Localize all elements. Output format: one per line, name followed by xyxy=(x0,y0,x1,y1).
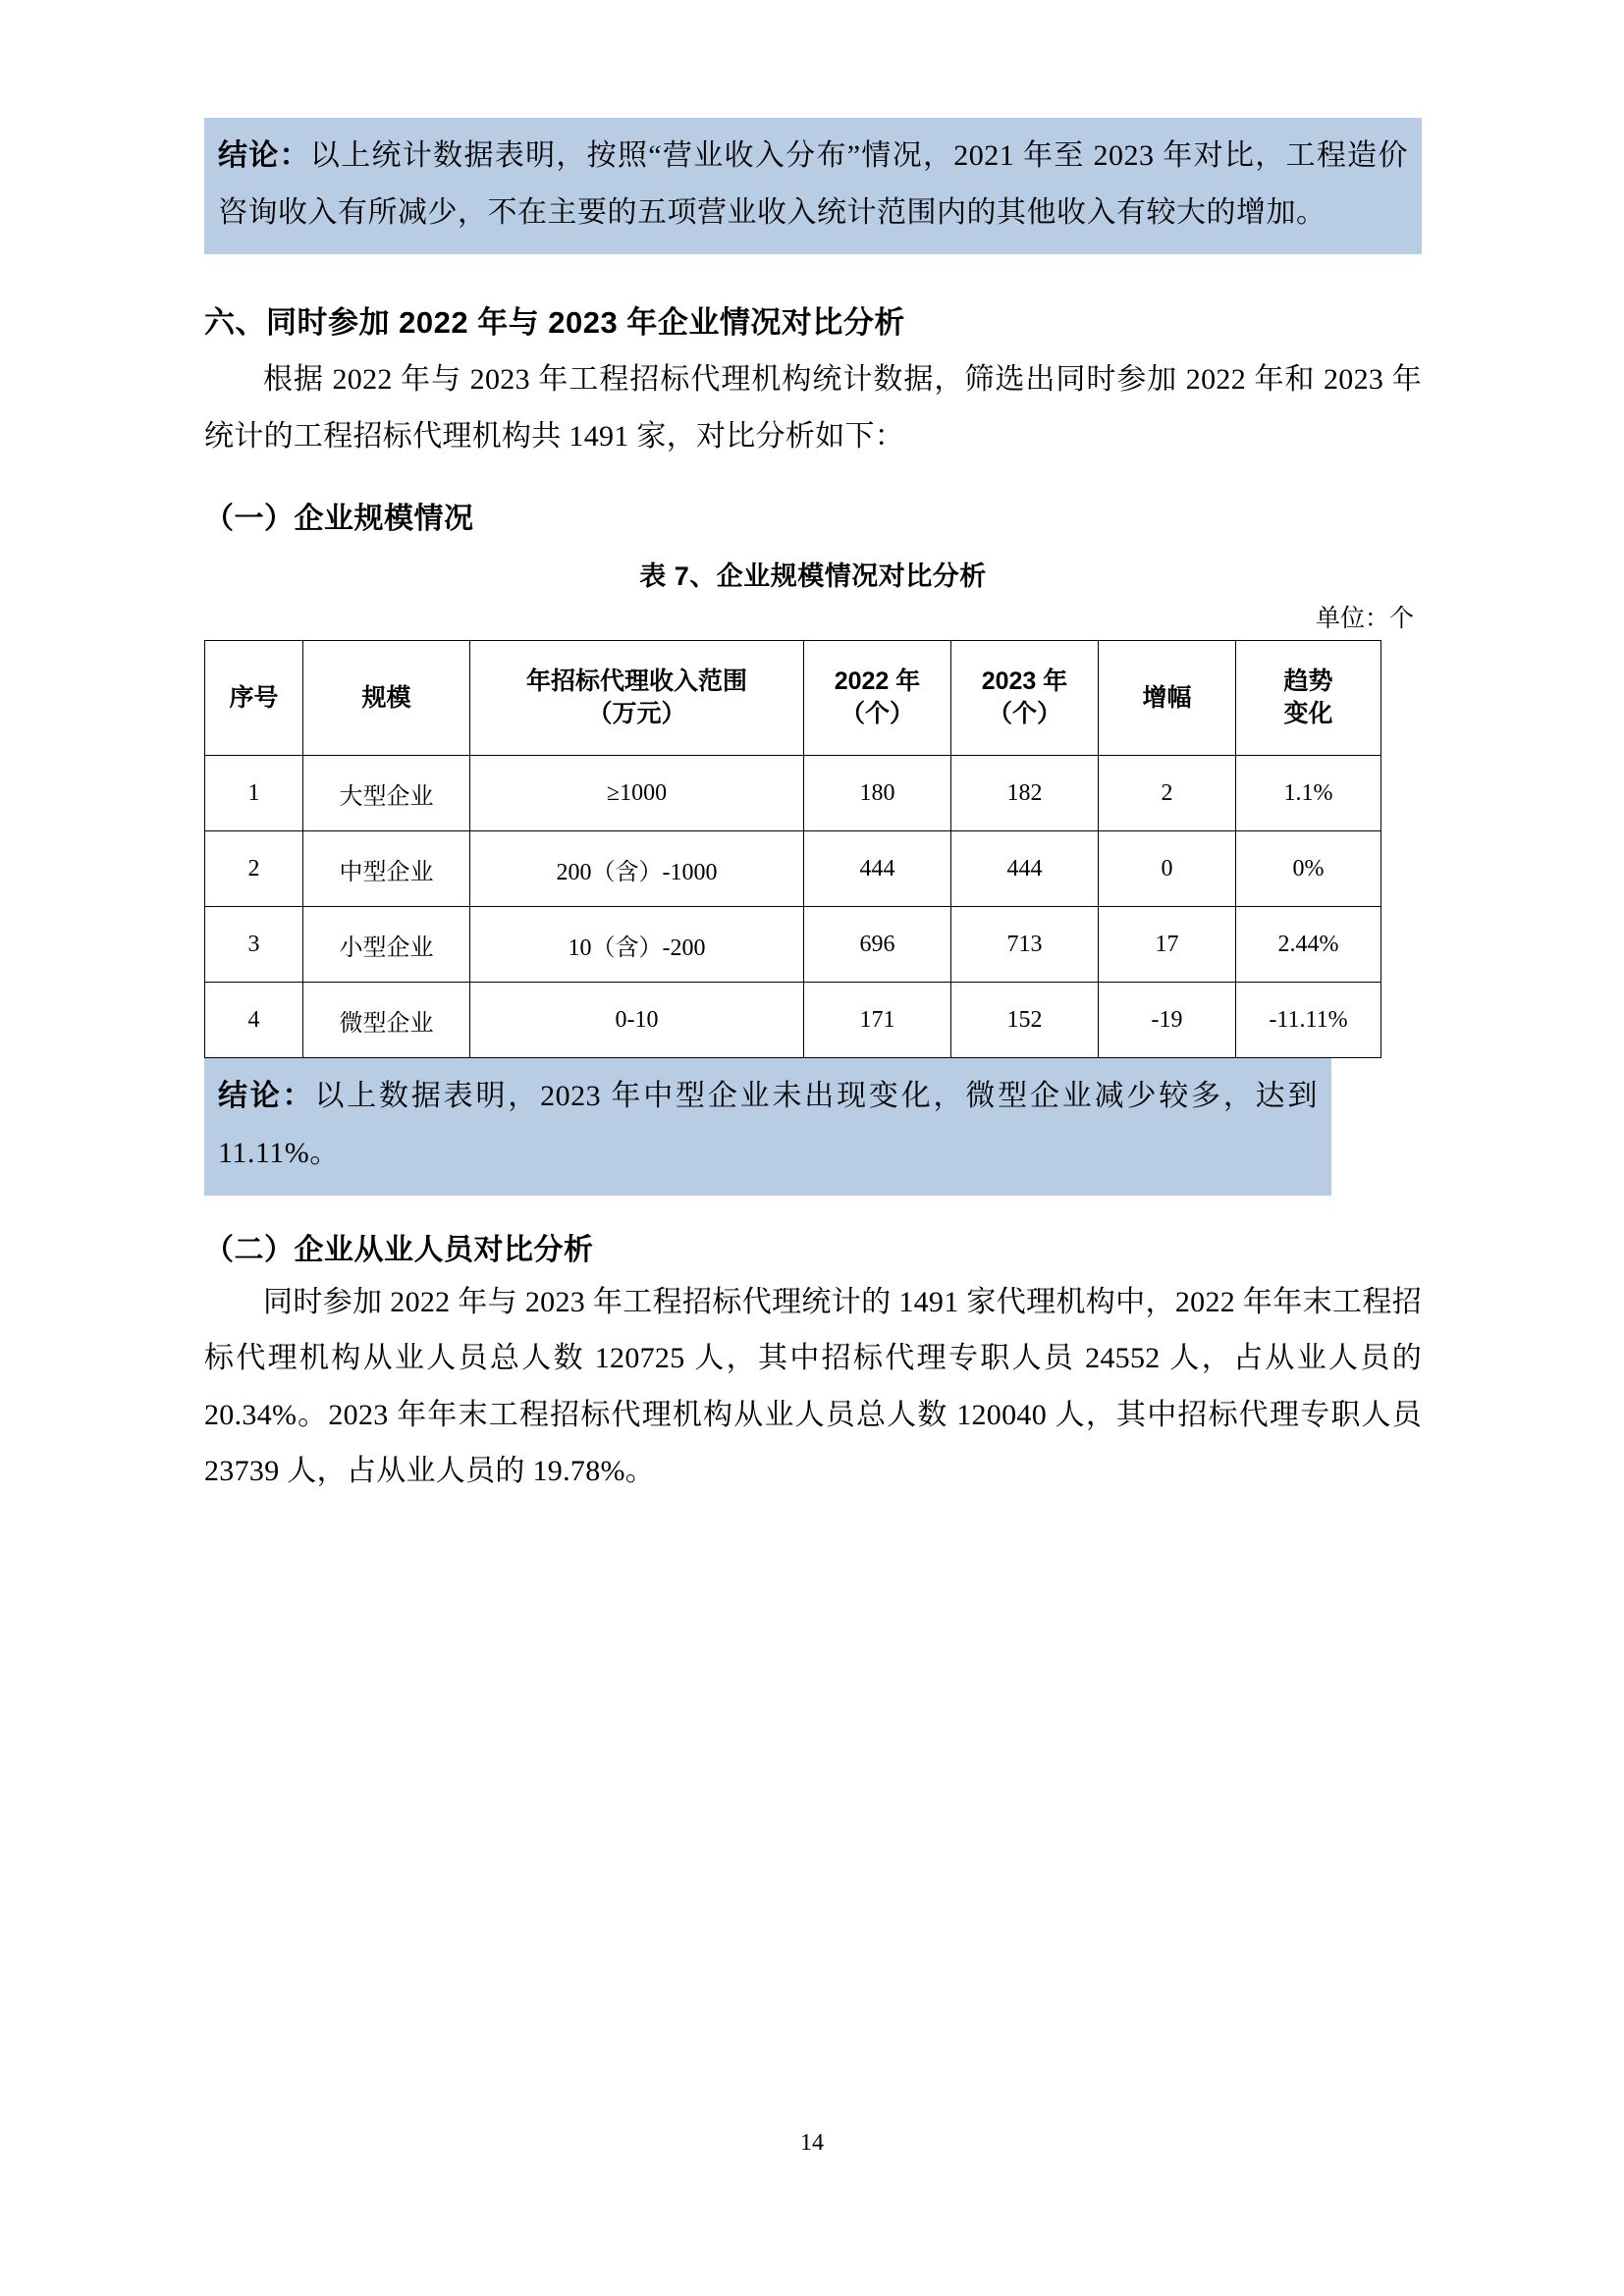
col-header-range-line2: （万元） xyxy=(587,700,686,728)
cell-trend: 0% xyxy=(1236,831,1381,907)
conclusion-text: 以上数据表明，2023 年中型企业未出现变化，微型企业减少较多，达到 11.11%。 xyxy=(218,1080,1318,1169)
conclusion-label: 结论： xyxy=(218,1080,315,1113)
col-header-2023-line1: 2023 年 xyxy=(981,667,1068,695)
enterprise-scale-table xyxy=(204,640,1381,1058)
cell-no: 2 xyxy=(205,831,303,907)
conclusion-text: 以上统计数据表明，按照“营业收入分布”情况，2021 年至 2023 年对比，工程造价咨询收入有所减少，不在主要的五项营业收入统计范围内的其他收入有较大的增加。 xyxy=(218,139,1408,229)
table-row xyxy=(205,831,1381,907)
cell-2022: 444 xyxy=(804,831,951,907)
cell-scale: 小型企业 xyxy=(303,907,470,983)
subsection-2-paragraph: 同时参加 2022 年与 2023 年工程招标代理统计的 1491 家代理机构中，2022 年年末工程招标代理机构从业人员总人数 120725 人，其中招标代理专职人员 24552 人，占从业人员的 20.34%。2023 年年末工程招标代理机构从业人员总人数 120040 人，其中招标代理专职人员 23739 人，占从业人员的 19.78%。 xyxy=(204,1285,1422,1488)
cell-2023: 152 xyxy=(951,983,1099,1058)
table-row xyxy=(205,756,1381,831)
cell-scale: 大型企业 xyxy=(303,756,470,831)
table-unit-label: 单位：个 xyxy=(1315,605,1414,633)
cell-trend: 2.44% xyxy=(1236,907,1381,983)
col-header-range xyxy=(470,641,804,756)
conclusion-block-table xyxy=(204,1058,1331,1195)
col-header-trend xyxy=(1236,641,1381,756)
table-row xyxy=(205,983,1381,1058)
col-header-2022-line1: 2022 年 xyxy=(834,667,921,695)
cell-growth: 17 xyxy=(1099,907,1236,983)
cell-range: ≥1000 xyxy=(470,756,804,831)
cell-no: 3 xyxy=(205,907,303,983)
section-heading: 六、同时参加 2022 年与 2023 年企业情况对比分析 xyxy=(204,305,905,341)
cell-growth: 2 xyxy=(1099,756,1236,831)
col-header-growth: 增幅 xyxy=(1099,641,1236,756)
cell-no: 1 xyxy=(205,756,303,831)
cell-growth: -19 xyxy=(1099,983,1236,1058)
cell-2023: 182 xyxy=(951,756,1099,831)
table-caption: 表 7、企业规模情况对比分析 xyxy=(639,561,987,592)
conclusion-block-top xyxy=(204,118,1422,254)
col-header-2023-line2: （个） xyxy=(987,700,1061,728)
col-header-range-line1: 年招标代理收入范围 xyxy=(525,667,747,695)
table-body xyxy=(205,756,1381,1058)
cell-2023: 713 xyxy=(951,907,1099,983)
col-header-scale: 规模 xyxy=(303,641,470,756)
table-header-row xyxy=(205,641,1381,756)
col-header-2022 xyxy=(804,641,951,756)
cell-trend: -11.11% xyxy=(1236,983,1381,1058)
cell-scale: 中型企业 xyxy=(303,831,470,907)
cell-range: 10（含）-200 xyxy=(470,907,804,983)
cell-2022: 696 xyxy=(804,907,951,983)
cell-2022: 180 xyxy=(804,756,951,831)
cell-range: 200（含）-1000 xyxy=(470,831,804,907)
col-header-trend-line1: 趋势 xyxy=(1283,667,1333,695)
col-header-2022-line2: （个） xyxy=(839,700,914,728)
table-head xyxy=(205,641,1381,756)
col-header-2023 xyxy=(951,641,1099,756)
cell-growth: 0 xyxy=(1099,831,1236,907)
page-content xyxy=(204,118,1422,1500)
cell-range: 0-10 xyxy=(470,983,804,1058)
col-header-trend-line2: 变化 xyxy=(1283,700,1333,728)
table-row xyxy=(205,907,1381,983)
cell-2023: 444 xyxy=(951,831,1099,907)
cell-trend: 1.1% xyxy=(1236,756,1381,831)
page-number: 14 xyxy=(800,2130,824,2156)
cell-scale: 微型企业 xyxy=(303,983,470,1058)
cell-2022: 171 xyxy=(804,983,951,1058)
subsection-2-heading: （二）企业从业人员对比分析 xyxy=(204,1233,594,1266)
conclusion-label: 结论： xyxy=(218,139,310,172)
cell-no: 4 xyxy=(205,983,303,1058)
subsection-1-heading: （一）企业规模情况 xyxy=(204,503,474,536)
col-header-no: 序号 xyxy=(205,641,303,756)
section-paragraph: 根据 2022 年与 2023 年工程招标代理机构统计数据，筛选出同时参加 2022 年和 2023 年统计的工程招标代理机构共 1491 家，对比分析如下： xyxy=(204,363,1422,453)
